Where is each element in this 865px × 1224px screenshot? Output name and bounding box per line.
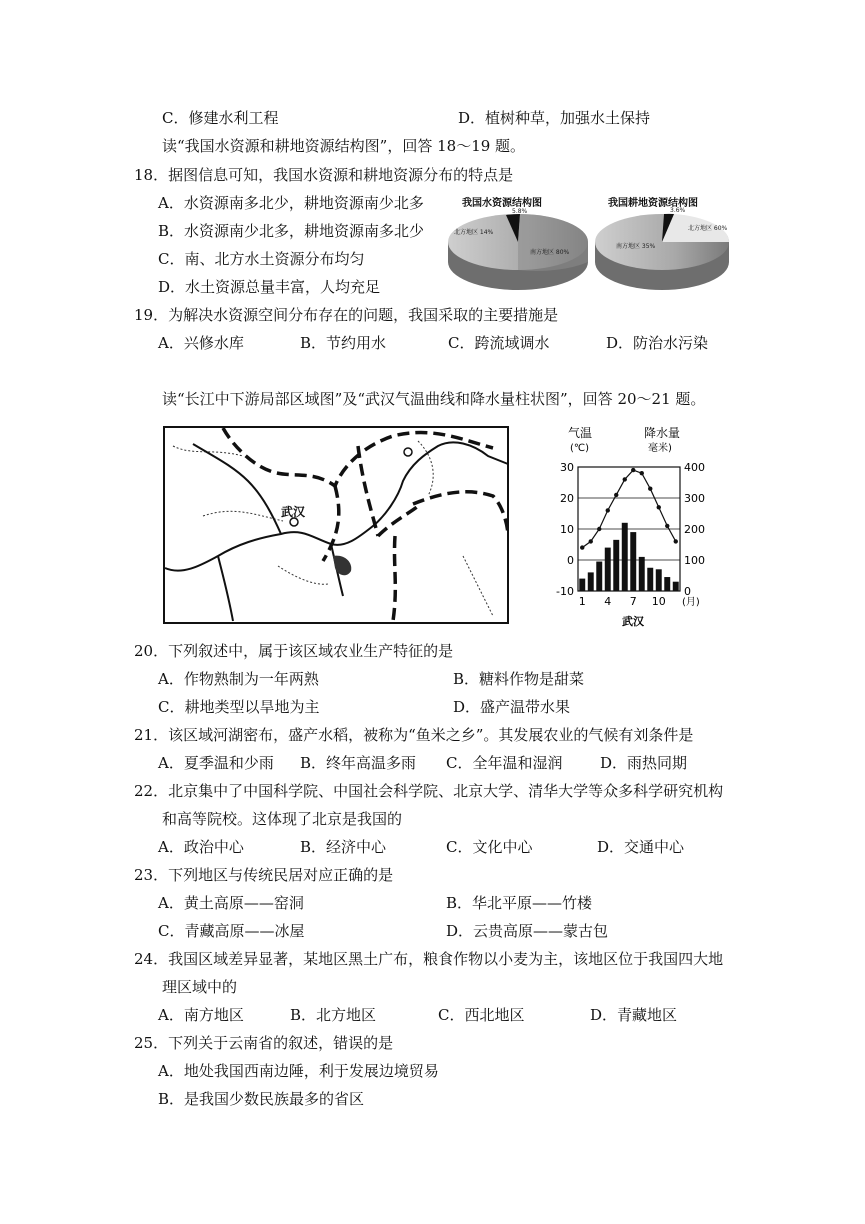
climate-city-label: 武汉 bbox=[622, 615, 644, 628]
q20-option-d: D．盛产温带水果 bbox=[453, 698, 571, 716]
q19-option-b: B．节约用水 bbox=[300, 334, 387, 352]
temperature-line bbox=[580, 468, 678, 550]
pie-land-title: 我国耕地资源结构图 bbox=[608, 198, 698, 209]
precipitation-bar bbox=[613, 540, 619, 591]
pie-water bbox=[448, 208, 588, 290]
prec-tick-label: 200 bbox=[684, 523, 705, 536]
q24-stem-line1: 24．我国区域差异显著，某地区黑土广布，粮食作物以小麦为主，该地区位于我国四大地 bbox=[134, 950, 724, 968]
q24-option-a: A．南方地区 bbox=[158, 1006, 244, 1024]
wuhan-marker bbox=[290, 518, 298, 526]
precipitation-bar bbox=[596, 562, 602, 591]
intro-18-19: 读“我国水资源和耕地资源结构图”，回答 18～19 题。 bbox=[162, 137, 526, 155]
pie-water-label-left: 北方地区 14% bbox=[454, 229, 494, 236]
map-city-label: 武汉 bbox=[281, 505, 306, 519]
q20-option-b: B．糖料作物是甜菜 bbox=[453, 670, 585, 688]
q21-option-c: C．全年温和湿润 bbox=[446, 754, 563, 772]
q22-option-d: D．交通中心 bbox=[597, 838, 685, 856]
precipitation-bar bbox=[622, 523, 628, 591]
pie-charts bbox=[420, 200, 740, 300]
q22-option-b: B．经济中心 bbox=[300, 838, 387, 856]
q22-stem-line2: 和高等院校。这体现了北京是我国的 bbox=[162, 810, 403, 828]
pie-land-label-top: 3.6% bbox=[670, 207, 686, 214]
prec-tick-label: 400 bbox=[684, 461, 705, 474]
q23-stem: 23．下列地区与传统民居对应正确的是 bbox=[134, 866, 394, 884]
temperature-point bbox=[631, 468, 635, 472]
city-marker bbox=[404, 448, 412, 456]
pie-land-label-left: 南方地区 35% bbox=[616, 243, 656, 250]
q22-option-a: A．政治中心 bbox=[158, 838, 244, 856]
precipitation-bar bbox=[630, 532, 636, 591]
q22-option-c: C．文化中心 bbox=[446, 838, 533, 856]
q25-stem: 25．下列关于云南省的叙述，错误的是 bbox=[134, 1034, 394, 1052]
month-tick-label: 10 bbox=[651, 595, 666, 608]
pie-land bbox=[595, 207, 729, 290]
temperature-point bbox=[580, 545, 584, 549]
month-tick-label: 1 bbox=[578, 595, 586, 608]
precipitation-bar bbox=[647, 568, 653, 591]
prec-axis-label: 降水量 bbox=[644, 426, 681, 440]
temperature-curve bbox=[582, 470, 676, 547]
prec-tick-label: 0 bbox=[684, 585, 691, 598]
temperature-point bbox=[597, 527, 601, 531]
q21-option-b: B．终年高温多雨 bbox=[300, 754, 417, 772]
pie-water-label-right: 南方地区 80% bbox=[530, 249, 570, 256]
precipitation-bars bbox=[579, 523, 678, 591]
precipitation-bar bbox=[605, 548, 611, 591]
temperature-point bbox=[657, 505, 661, 509]
temp-axis-label: 气温 bbox=[568, 426, 593, 440]
precipitation-bar bbox=[673, 582, 679, 591]
precipitation-bar bbox=[656, 569, 662, 591]
precipitation-bar bbox=[579, 579, 585, 591]
temperature-point bbox=[623, 477, 627, 481]
temp-tick-label: 30 bbox=[560, 461, 574, 474]
temperature-point bbox=[606, 508, 610, 512]
q18-option-a: A．水资源南多北少，耕地资源南少北多 bbox=[158, 194, 424, 212]
q19-option-a: A．兴修水库 bbox=[158, 334, 244, 352]
precipitation-bar bbox=[639, 557, 645, 591]
precipitation-bar bbox=[588, 572, 594, 591]
temp-tick-label: -10 bbox=[556, 585, 574, 598]
month-tick-label: 4 bbox=[604, 595, 612, 608]
q23-option-b: B．华北平原——竹楼 bbox=[446, 894, 593, 912]
intro-20-21: 读“长江中下游局部区域图”及“武汉气温曲线和降水量柱状图”，回答 20～21 题。 bbox=[162, 390, 706, 408]
q24-option-c: C．西北地区 bbox=[438, 1006, 525, 1024]
q22-stem-line1: 22．北京集中了中国科学院、中国社会科学院、北京大学、清华大学等众多科学研究机构 bbox=[134, 782, 724, 800]
q24-stem-line2: 理区域中的 bbox=[162, 978, 238, 996]
q18-option-d: D．水土资源总量丰富，人均充足 bbox=[158, 278, 381, 296]
q19-option-c: C．跨流域调水 bbox=[448, 334, 550, 352]
temperature-point bbox=[614, 493, 618, 497]
q19-stem: 19．为解决水资源空间分布存在的问题，我国采取的主要措施是 bbox=[134, 306, 559, 324]
temperature-point bbox=[674, 539, 678, 543]
q18-stem: 18．据图信息可知，我国水资源和耕地资源分布的特点是 bbox=[134, 166, 514, 184]
q23-option-c: C．青藏高原——冰屋 bbox=[158, 922, 305, 940]
q20-option-c: C．耕地类型以旱地为主 bbox=[158, 698, 320, 716]
prec-tick-label: 300 bbox=[684, 492, 705, 505]
pie-water-label-top: 5.8% bbox=[512, 208, 528, 215]
q19-option-d: D．防治水污染 bbox=[606, 334, 709, 352]
q24-option-d: D．青藏地区 bbox=[590, 1006, 678, 1024]
q17-option-c: C．修建水利工程 bbox=[162, 109, 279, 127]
q21-option-a: A．夏季温和少雨 bbox=[158, 754, 274, 772]
temp-axis-unit: (℃) bbox=[570, 443, 590, 454]
prec-axis-unit: 毫米) bbox=[648, 443, 672, 454]
q21-option-d: D．雨热同期 bbox=[600, 754, 688, 772]
q25-option-b: B．是我国少数民族最多的省区 bbox=[158, 1090, 365, 1108]
precipitation-bar bbox=[664, 577, 670, 591]
q23-option-a: A．黄土高原——窑洞 bbox=[158, 894, 304, 912]
q18-option-c: C．南、北方水土资源分布均匀 bbox=[158, 250, 365, 268]
temp-tick-label: 0 bbox=[567, 554, 574, 567]
prec-tick-label: 100 bbox=[684, 554, 705, 567]
q18-option-b: B．水资源南少北多，耕地资源南多北少 bbox=[158, 222, 425, 240]
q20-stem: 20．下列叙述中，属于该区域农业生产特征的是 bbox=[134, 642, 454, 660]
pie-land-label-right: 北方地区 60% bbox=[688, 225, 728, 232]
q23-option-d: D．云贵高原——蒙古包 bbox=[446, 922, 609, 940]
temperature-point bbox=[648, 487, 652, 491]
temp-tick-label: 20 bbox=[560, 492, 574, 505]
month-unit-label: (月) bbox=[682, 597, 700, 608]
temperature-point bbox=[589, 539, 593, 543]
pie-water-title: 我国水资源结构图 bbox=[462, 198, 542, 209]
month-tick-label: 7 bbox=[629, 595, 637, 608]
q24-option-b: B．北方地区 bbox=[290, 1006, 377, 1024]
yangtze-region-map bbox=[163, 426, 509, 624]
temperature-point bbox=[640, 471, 644, 475]
wuhan-climate-chart bbox=[548, 423, 718, 633]
q21-stem: 21．该区域河湖密布，盛产水稻，被称为“鱼米之乡”。其发展农业的气候有刘条件是 bbox=[134, 726, 694, 744]
temperature-point bbox=[665, 524, 669, 528]
q20-option-a: A．作物熟制为一年两熟 bbox=[158, 670, 319, 688]
q17-option-d: D．植树种草，加强水土保持 bbox=[458, 109, 651, 127]
temp-tick-label: 10 bbox=[560, 523, 574, 536]
q25-option-a: A．地处我国西南边陲，利于发展边境贸易 bbox=[158, 1062, 439, 1080]
